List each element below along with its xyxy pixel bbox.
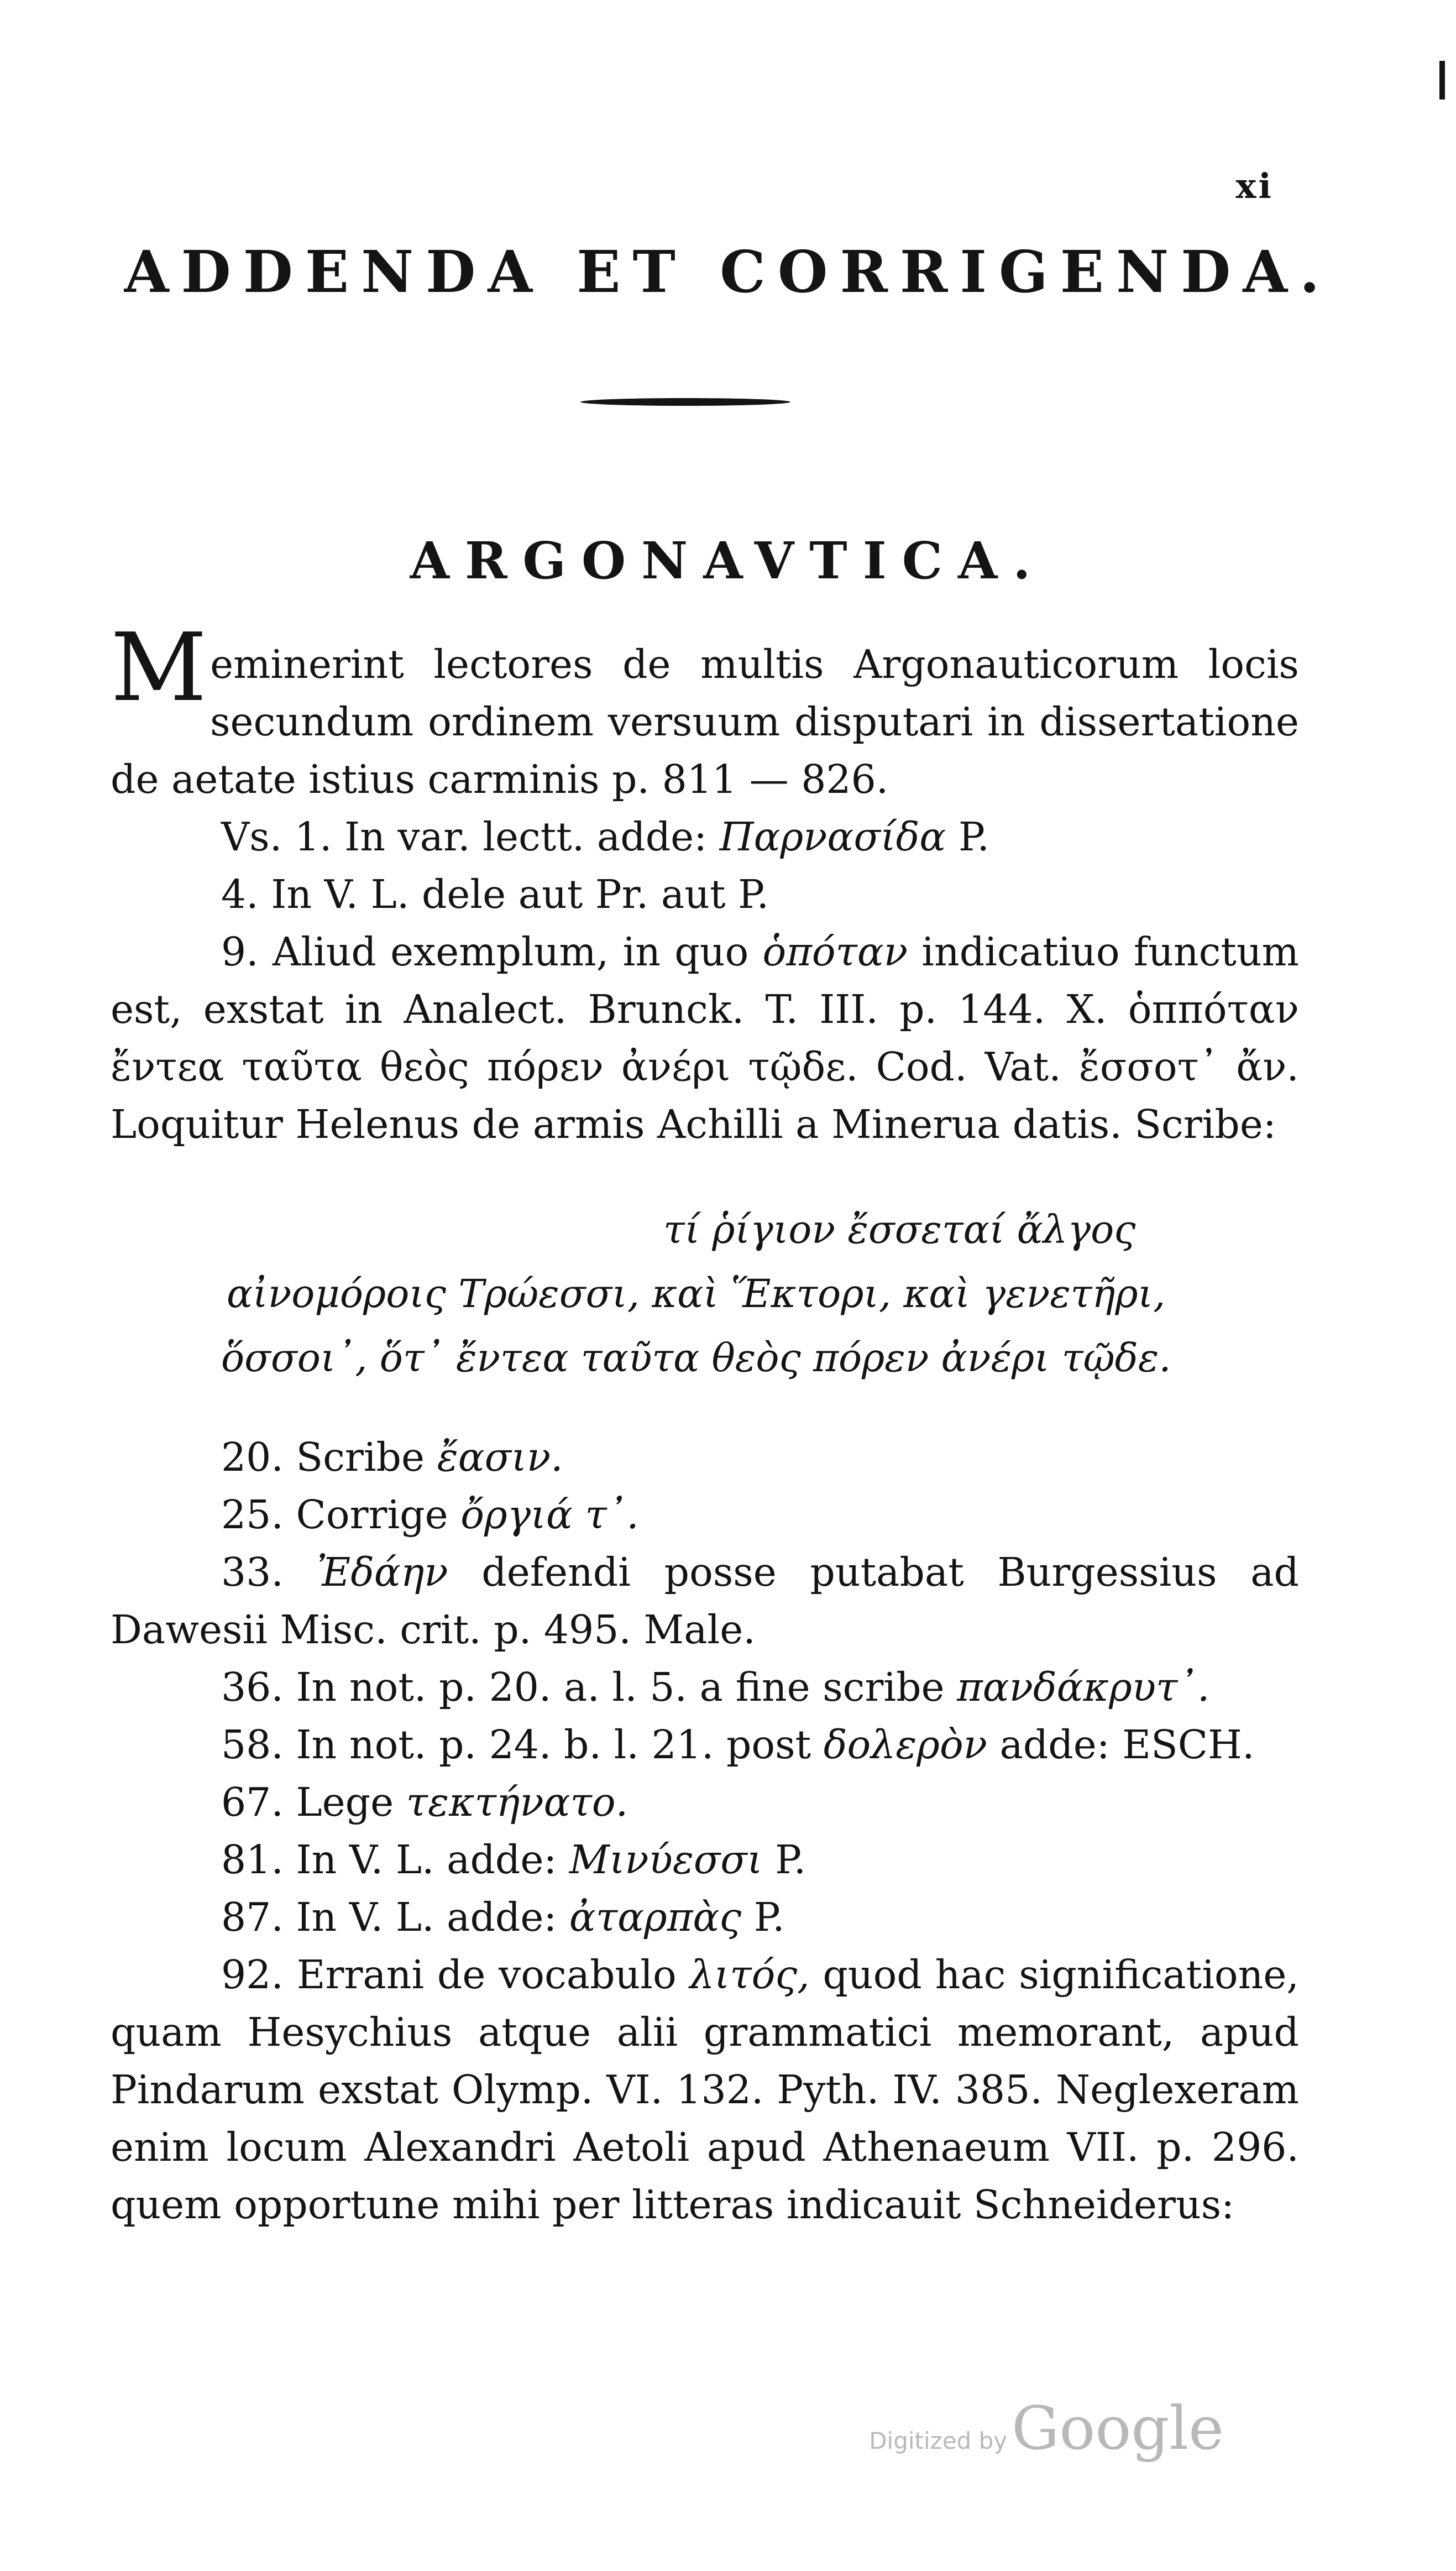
quote-line: τί ῥίγιον ἔσσεταί ἄλγος (663, 1207, 1136, 1252)
entry (111, 1716, 1299, 1774)
entry-tail: P. (946, 814, 989, 860)
entry-greek: ἔασιν. (437, 1434, 563, 1480)
entry-text: Scribe (296, 1434, 437, 1480)
entry-text: In V. L. dele aut Pr. aut P. (271, 871, 769, 917)
entry-number: 81. (221, 1837, 284, 1883)
entry-number: 67. (221, 1779, 284, 1825)
entry-text: In not. p. 20. a. l. 5. a fine scribe (296, 1664, 957, 1710)
entry (111, 808, 1299, 866)
entry (111, 1774, 1299, 1831)
entry (111, 1946, 1299, 2234)
intro-text: eminerint lectores de multis Argonauticorum locis secundum ordinem versuum disputari in dissertatione de aetate istius carminis p. 811 — 826. (111, 641, 1299, 802)
quote-line: ὅσσοι᾽, ὅτ᾽ ἔντεα ταῦτα θεὸς πόρεν ἀνέρι τῷδε. (221, 1335, 1171, 1381)
entry-number: 9. (221, 929, 259, 975)
google-watermark (869, 2394, 1224, 2463)
page-heading: ADDENDA ET CORRIGENDA. (124, 238, 1332, 306)
entry-greek: Ἐδάην (317, 1549, 448, 1595)
entry (111, 923, 1299, 1153)
heading-rule (580, 398, 790, 406)
entry-text: Errani de vocabulo (296, 1952, 690, 1998)
entry-tail: quod hac significatione, quam Hesychius atque alii grammatici memorant, apud Pindarum exstat Olymp. VI. 132. Pyth. IV. 385. Neglexeram enim locum Alexandri Aetoli apud Athenaeum VII. p. 296. quem opportune mihi per litteras indicauit Schneiderus: (111, 1952, 1299, 2228)
entry (111, 1831, 1299, 1889)
entry (111, 866, 1299, 923)
entry-number: 36. (221, 1664, 284, 1710)
entry-text: Lege (296, 1779, 406, 1825)
scan-margin-mark (1439, 61, 1445, 100)
section-heading: ARGONAVTICA. (410, 531, 1046, 591)
entry-tail: defendi posse putabat Burgessius ad Dawesii Misc. crit. p. 495. Male. (111, 1549, 1299, 1653)
body-text (111, 613, 1299, 2234)
entry (111, 1659, 1299, 1716)
entry-greek: ὁπόταν (762, 929, 908, 975)
entry (111, 1889, 1299, 1946)
entry-number: 33. (221, 1549, 284, 1595)
entry (111, 1429, 1299, 1486)
entry (111, 1486, 1299, 1544)
entry-text: In V. L. adde: (296, 1894, 569, 1940)
quote-line: αἰνομόροις Τρώεσσι, καὶ Ἕκτορι, καὶ γενετῆρι, (227, 1271, 1166, 1316)
entry-text: In not. p. 24. b. l. 21. post (296, 1722, 824, 1768)
entry-number: 58. (221, 1722, 284, 1768)
entry-greek: Παρνασίδα (719, 814, 946, 860)
entry-greek: δολερὸν (823, 1722, 987, 1768)
entry-greek: τεκτήνατο. (406, 1779, 629, 1825)
entry-tail: P. (762, 1837, 806, 1883)
drop-cap: M (111, 613, 207, 723)
entry-number: 87. (221, 1894, 284, 1940)
entry-tail: P. (741, 1894, 785, 1940)
entry-number: 25. (221, 1492, 284, 1538)
entry-number: 4. (221, 871, 259, 917)
entry-text: Aliud exemplum, in quo (273, 929, 763, 975)
watermark-small-text: Digitized by (869, 2427, 1008, 2454)
intro-paragraph (111, 613, 1299, 808)
entry-tail: indicatiuo functum est, exstat in Analect. Brunck. T. III. p. 144. X. ὁππόταν ἔντεα ταῦτα θεὸς πόρεν ἀνέρι τῷδε. Cod. Vat. ἔσσοτ᾽ ἄν. Loquitur Helenus de armis Achilli a Minerua datis. Scribe: (111, 929, 1299, 1147)
entry-greek: πανδάκρυτ᾽. (957, 1664, 1210, 1710)
entry-number: 92. (221, 1952, 284, 1998)
greek-quotation (111, 1198, 1299, 1390)
entry-greek: Μινύεσσι (569, 1837, 763, 1883)
entry-greek: ἀταρπὰς (569, 1894, 742, 1940)
entry-number: Vs. 1. (221, 814, 332, 860)
entry-text: Corrige (296, 1492, 461, 1538)
entry-tail: adde: ESCH. (987, 1722, 1255, 1768)
entry-text: In var. lectt. adde: (344, 814, 720, 860)
entry-text: In V. L. adde: (296, 1837, 569, 1883)
watermark-logo-text: Google (1012, 2394, 1224, 2463)
entry (111, 1544, 1299, 1659)
entry-greek: ὄργιά τ᾽. (460, 1492, 639, 1538)
entry-greek: λιτός, (689, 1952, 810, 1998)
entry-number: 20. (221, 1434, 284, 1480)
page-number: xi (1235, 166, 1274, 206)
